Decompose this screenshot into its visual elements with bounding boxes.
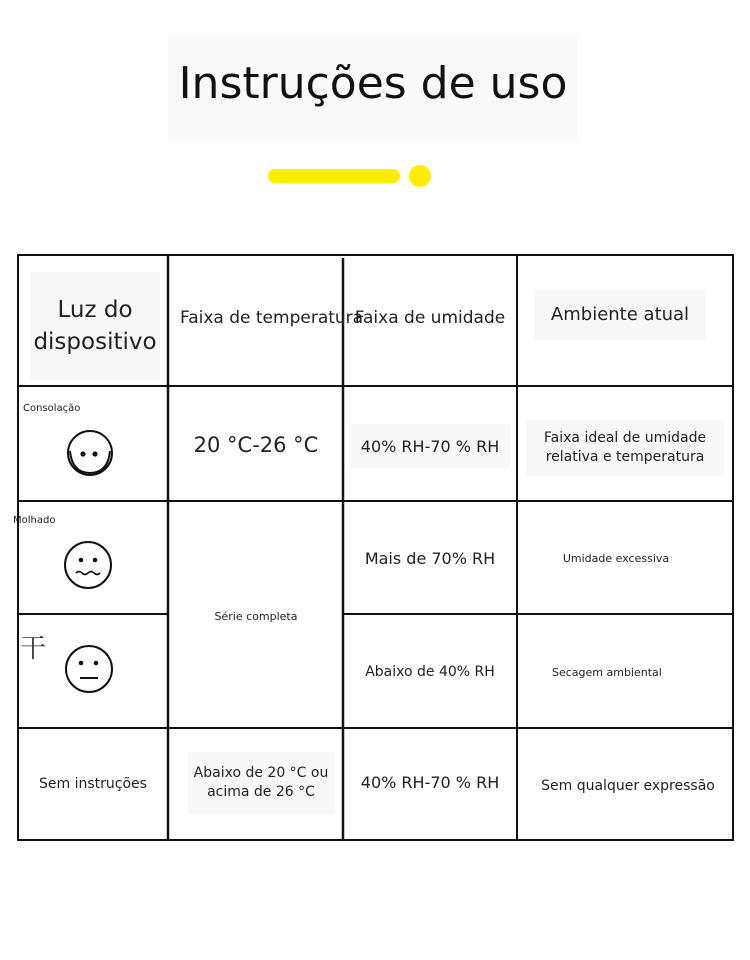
row-3-environment: Secagem ambiental xyxy=(552,665,662,679)
header-light: Luz do dispositivo xyxy=(30,272,160,380)
header-humidity: Faixa de umidade xyxy=(354,308,506,328)
row-2-environment: Umidade excessiva xyxy=(562,551,670,565)
row-2-label: Molhado xyxy=(13,515,56,526)
row-3-humidity: Abaixo de 40% RH xyxy=(365,663,495,680)
neutral-face-icon xyxy=(63,643,115,695)
row-3-label: 干 xyxy=(20,634,47,664)
row-2-temperature: Série completa xyxy=(214,609,298,623)
row-4-label: Sem instruções xyxy=(39,775,147,792)
row-4-humidity: 40% RH-70 % RH xyxy=(360,772,500,792)
row-1-environment: Faixa ideal de umidade relativa e temperatura xyxy=(526,420,724,476)
row-4-environment: Sem qualquer expressão xyxy=(541,777,715,794)
row-1-humidity: 40% RH-70 % RH xyxy=(350,424,510,468)
row-1-label: Consolação xyxy=(23,403,81,414)
page-title: Instruções de uso xyxy=(168,34,578,142)
row-2-humidity: Mais de 70% RH xyxy=(364,548,496,568)
row-1-temperature: 20 °C-26 °C xyxy=(193,433,319,457)
header-temperature: Faixa de temperatura xyxy=(180,308,364,328)
row-4-temperature: Abaixo de 20 °C ou acima de 26 °C xyxy=(188,752,334,814)
header-environment: Ambiente atual xyxy=(534,290,706,340)
wavy-mouth-face-icon xyxy=(62,540,114,590)
smiley-face-icon xyxy=(64,427,116,479)
